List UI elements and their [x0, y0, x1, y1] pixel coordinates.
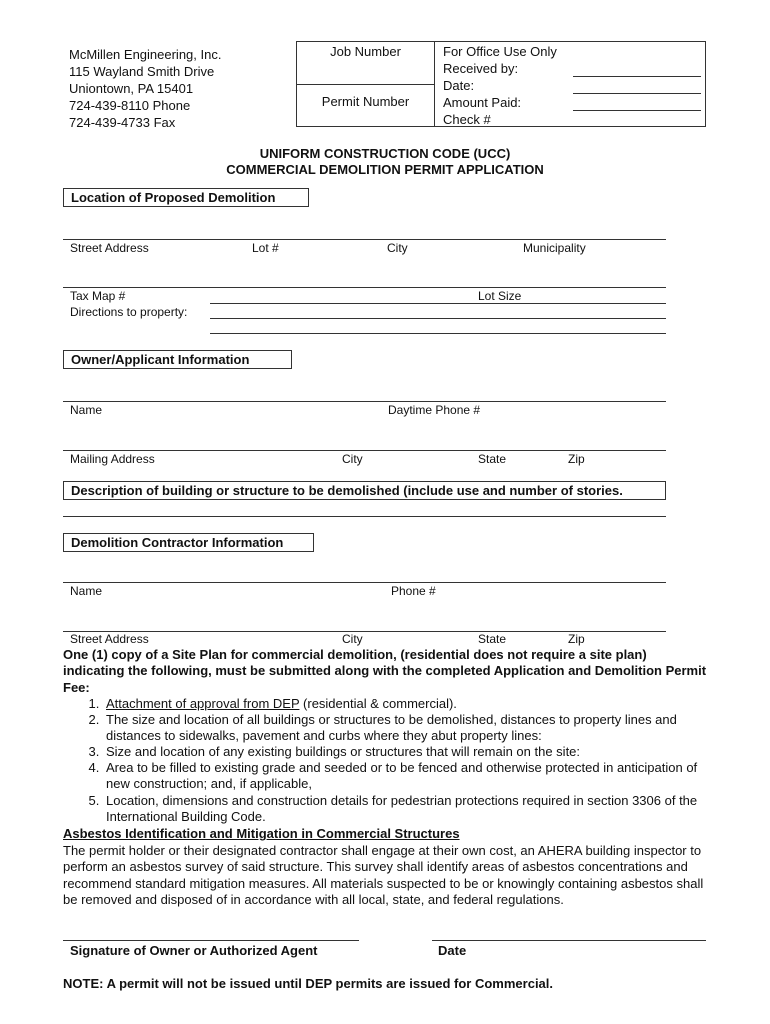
title-line-1: UNIFORM CONSTRUCTION CODE (UCC): [259, 146, 511, 161]
requirement-item-3: 3. Size and location of any existing buildings or structures that will remain on the site:: [103, 744, 713, 760]
asbestos-heading: Asbestos Identification and Mitigation in Commercial Structures: [63, 826, 460, 841]
company-address: [69, 46, 221, 131]
section-location-heading: Location of Proposed Demolition: [63, 188, 309, 207]
contractor-zip-label: Zip: [568, 632, 585, 646]
amount-paid-line[interactable]: [573, 110, 701, 111]
tax-map-label: Tax Map #: [70, 289, 126, 303]
owner-city-label: City: [342, 452, 363, 466]
received-by-line[interactable]: [573, 76, 701, 77]
street-address-label: Street Address: [70, 241, 149, 255]
location-line-2[interactable]: [63, 287, 666, 288]
company-name: McMillen Engineering, Inc.: [69, 47, 222, 62]
requirement-item-4: 4. Area to be filled to existing grade and seeded or to be fenced and otherwise protected in anticipation of new construction; and, if applicable,: [103, 760, 713, 792]
permit-number-label: Permit Number: [321, 94, 410, 109]
directions-line-2[interactable]: [210, 333, 666, 334]
site-plan-intro: One (1) copy of a Site Plan for commercial demolition, (residential does not require a site plan) indicating the following, must be submitted along with the completed Application and Demolition Permit Fee:: [63, 647, 707, 695]
date-label: Date:: [443, 78, 475, 93]
office-box-divider: [434, 42, 435, 126]
owner-mailing-label: Mailing Address: [70, 452, 155, 466]
owner-line-2[interactable]: [63, 450, 666, 451]
title-line-2: COMMERCIAL DEMOLITION PERMIT APPLICATION: [226, 162, 544, 177]
owner-state-label: State: [478, 452, 507, 466]
company-fax: 724-439-4733 Fax: [69, 115, 176, 130]
office-use-title: For Office Use Only: [443, 44, 557, 59]
contractor-city-label: City: [342, 632, 363, 646]
contractor-street-label: Street Address: [70, 632, 149, 646]
contractor-state-label: State: [478, 632, 507, 646]
asbestos-body: The permit holder or their designated contractor shall engage at their own cost, an AHERA building inspector to perform an asbestos survey of said structure. This survey shall identify areas of asbestos concentrations and recommend standard mitigation measures. All materials suspected to be or knowingly containing asbestos shall be removed and disposed of in accordance with all local, state, and federal regulations.: [63, 843, 704, 908]
company-city: Uniontown, PA 15401: [69, 81, 194, 96]
received-by-label: Received by:: [443, 61, 519, 76]
check-label: Check #: [443, 112, 491, 127]
requirement-item-1: [103, 696, 713, 712]
site-plan-requirements: [63, 696, 713, 825]
city-label: City: [387, 241, 408, 255]
requirement-item-1-rest: (residential & commercial).: [299, 696, 457, 711]
requirement-item-2: 2. The size and location of all buildings or structures to be demolished, distances to property lines and distances to sidewalks, pavement and curbs where they abut property lines:: [103, 712, 713, 744]
owner-line-1[interactable]: [63, 401, 666, 402]
contractor-line-1[interactable]: [63, 582, 666, 583]
lot-label: Lot #: [252, 241, 279, 255]
amount-paid-label: Amount Paid:: [443, 95, 522, 110]
requirement-item-5: 5. Location, dimensions and construction details for pedestrian protections required in section 3306 of the International Building Code.: [103, 793, 713, 825]
signature-line[interactable]: [63, 940, 359, 941]
contractor-phone-label: Phone #: [391, 584, 436, 598]
municipality-label: Municipality: [523, 241, 586, 255]
footer-note: NOTE: A permit will not be issued until DEP permits are issued for Commercial.: [63, 976, 554, 991]
tax-map-line[interactable]: [210, 303, 666, 304]
requirement-item-1-underlined: Attachment of approval from DEP: [106, 696, 300, 711]
office-box-hdivider: [297, 84, 434, 85]
signature-label: Signature of Owner or Authorized Agent: [70, 943, 318, 958]
directions-label: Directions to property:: [70, 305, 188, 319]
signature-date-label: Date: [438, 943, 467, 958]
lot-size-label: Lot Size: [478, 289, 522, 303]
section-description-heading: Description of building or structure to be demolished (include use and number of stories.: [63, 481, 666, 500]
owner-phone-label: Daytime Phone #: [388, 403, 481, 417]
contractor-name-label: Name: [70, 584, 103, 598]
page-title: [0, 146, 770, 178]
date-signature-line[interactable]: [432, 940, 706, 941]
directions-line-1[interactable]: [210, 318, 666, 319]
section-contractor-heading: Demolition Contractor Information: [63, 533, 314, 552]
job-number-label: Job Number: [330, 44, 401, 59]
office-use-box: [296, 41, 706, 127]
company-street: 115 Wayland Smith Drive: [69, 64, 215, 79]
location-line-1[interactable]: [63, 239, 666, 240]
date-line[interactable]: [573, 93, 701, 94]
owner-zip-label: Zip: [568, 452, 585, 466]
company-phone: 724-439-8110 Phone: [69, 98, 191, 113]
section-owner-heading: Owner/Applicant Information: [63, 350, 292, 369]
description-line[interactable]: [63, 516, 666, 517]
owner-name-label: Name: [70, 403, 103, 417]
